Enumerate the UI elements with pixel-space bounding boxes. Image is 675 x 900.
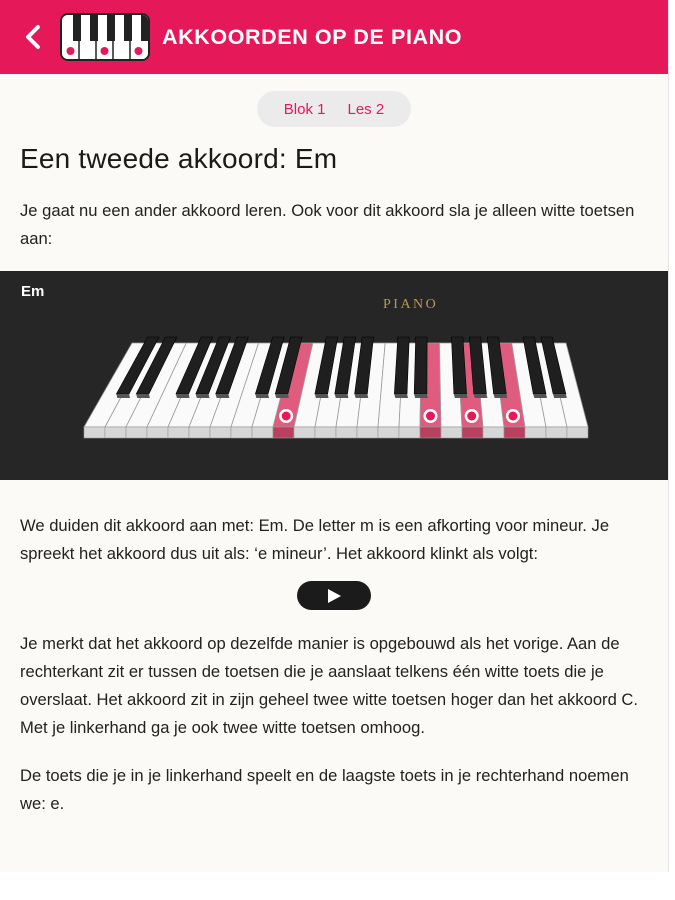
white-key-front [483, 427, 504, 438]
play-button[interactable] [297, 581, 371, 610]
white-key-front [567, 427, 588, 438]
white-key-front [168, 427, 189, 438]
white-key-front [336, 427, 357, 438]
piano-illustration [0, 271, 668, 480]
black-key-front [116, 394, 130, 398]
white-key-front [210, 427, 231, 438]
chevron-left-icon [24, 24, 42, 50]
black-key-front [255, 394, 269, 398]
black-key-front [454, 394, 468, 398]
white-key-front [84, 427, 105, 438]
key-marker [508, 412, 517, 421]
key-marker [467, 412, 476, 421]
app-title: AKKOORDEN OP DE PIANO [162, 24, 463, 49]
piano-keys-icon [60, 13, 150, 61]
black-key-front [275, 394, 289, 398]
black-key-front [355, 394, 369, 398]
black-key [414, 337, 427, 394]
black-key-front [533, 394, 547, 398]
black-key-front [315, 394, 329, 398]
black-key-front [196, 394, 210, 398]
black-key-front [216, 394, 230, 398]
white-key-front [294, 427, 315, 438]
black-key-front [136, 394, 150, 398]
black-key-front [553, 394, 567, 398]
breadcrumb-les[interactable]: Les 2 [347, 100, 385, 118]
white-key-front [105, 427, 126, 438]
white-key-front [252, 427, 273, 438]
breadcrumb-blok[interactable]: Blok 1 [283, 100, 326, 118]
comparison-paragraph: Je merkt dat het akkoord op dezelfde manier is opgebouwd als het vorige. Aan de rechterkant zit er tussen de toetsen die je aanslaat telkens één witte toets die je overslaat. Het akkoord zit in zijn geheel twee witte toetsen hoger dan het akkoord C. Met je linkerhand ga je ook twee witte toetsen omhoog. [20, 634, 639, 737]
play-icon [326, 588, 342, 604]
intro-paragraph: Je gaat nu een ander akkoord leren. Ook voor dit akkoord sla je alleen witte toetsen aan: [20, 201, 635, 248]
chord-label: Em [21, 283, 45, 300]
white-key-front [504, 427, 525, 438]
app-bar [0, 0, 668, 74]
black-key-front [414, 394, 428, 398]
white-key-front [189, 427, 210, 438]
black-key-front [394, 394, 408, 398]
black-key-front [494, 394, 508, 398]
white-key-front [147, 427, 168, 438]
piano-brand: PIANO [383, 297, 439, 312]
white-key-front [462, 427, 483, 438]
white-key-front [399, 427, 420, 438]
white-key-front [273, 427, 294, 438]
white-key-front [231, 427, 252, 438]
white-key-front [420, 427, 441, 438]
page-title: Een tweede akkoord: Em [20, 143, 338, 174]
piano-keyboard [0, 271, 668, 480]
explanation-paragraph: We duiden dit akkoord aan met: Em. De letter m is een afkorting voor mineur. Je spreekt het akkoord dus uit als: ‘e mineur’. Het akkoord klinkt als volgt: [20, 516, 610, 563]
white-key-front [315, 427, 336, 438]
white-key-front [546, 427, 567, 438]
black-key-front [335, 394, 349, 398]
white-key-front [378, 427, 399, 438]
white-key-front [525, 427, 546, 438]
white-key-front [126, 427, 147, 438]
breadcrumb [257, 91, 411, 127]
back-button[interactable] [16, 20, 50, 54]
key-marker [282, 412, 291, 421]
black-key-front [176, 394, 190, 398]
black-key-front [474, 394, 488, 398]
naming-paragraph: De toets die je in je linkerhand speelt en de laagste toets in je rechterhand noemen we: e. [20, 766, 629, 813]
white-key-front [441, 427, 462, 438]
key-marker [426, 412, 435, 421]
white-key-front [357, 427, 378, 438]
